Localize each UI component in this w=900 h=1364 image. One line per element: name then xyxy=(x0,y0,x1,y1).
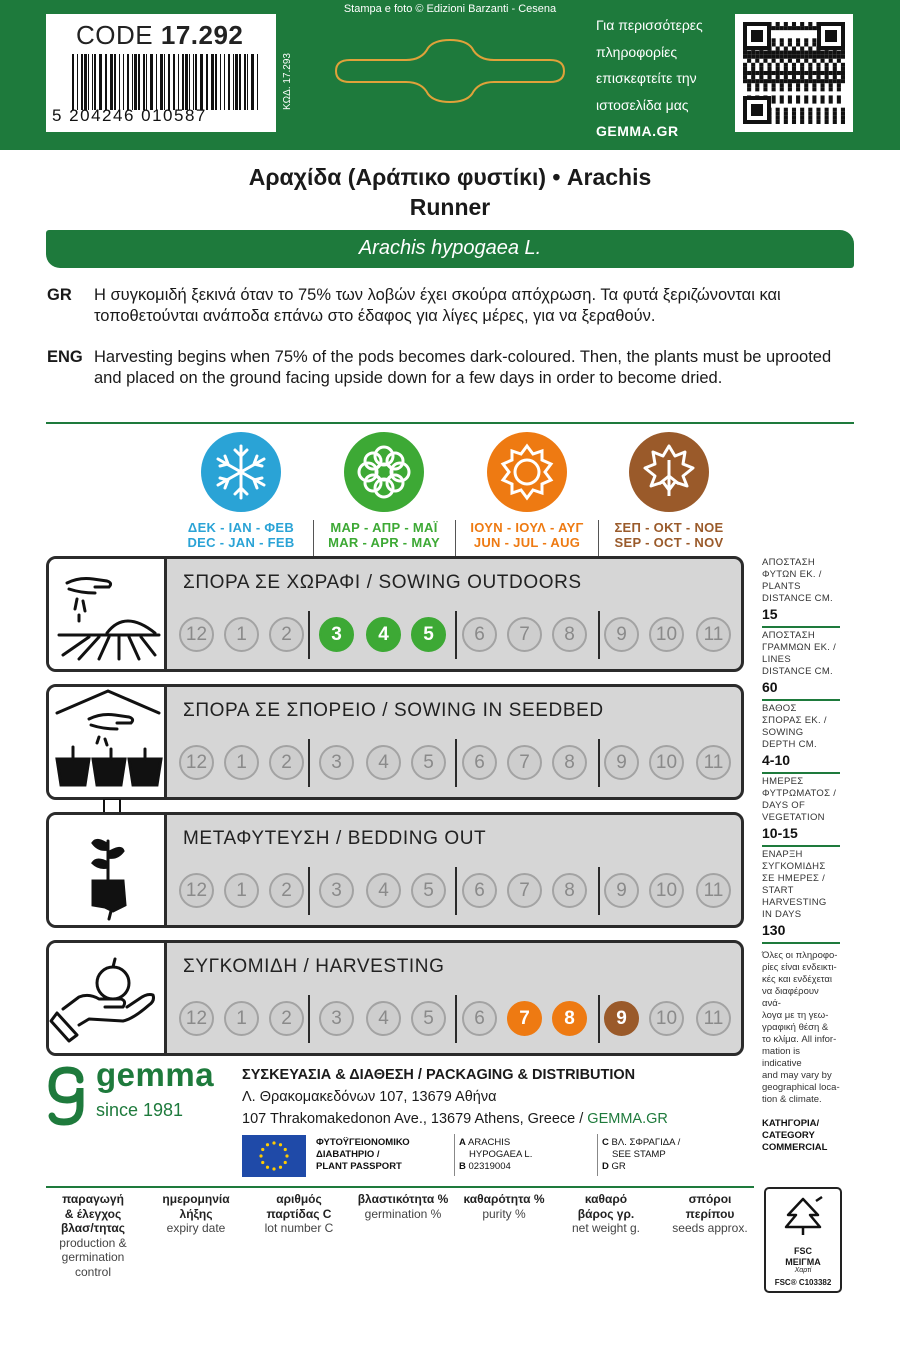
spec-key: ΕΝΑΡΞΗ xyxy=(762,849,803,860)
kod-code: ΚΩΔ. 17.293 xyxy=(282,53,293,110)
passport-d-label: D xyxy=(602,1161,609,1172)
lang-label-en: ENG xyxy=(47,348,83,366)
spec-key: ΑΠΟΣΤΑΣΗ xyxy=(762,630,816,641)
spec-key: ΣΠΟΡΑΣ ΕΚ. / xyxy=(762,715,827,726)
season-summer xyxy=(462,432,592,550)
title-line-1: Αραχίδα (Αράπικο φυστίκι) • Arachis xyxy=(248,164,652,190)
month-8: 8 xyxy=(552,873,587,908)
season-winter xyxy=(176,432,306,550)
passport-title-line: ΦΥΤΟΫΓΕΙΟΝΟΜΙΚΟ xyxy=(316,1137,410,1148)
quarter-divider xyxy=(455,611,457,659)
info-label-gr: αριθμός xyxy=(276,1192,322,1206)
month-5: 5 xyxy=(411,873,446,908)
month-4: 4 xyxy=(366,1001,401,1036)
print-credit: Stampa e foto © Edizioni Barzanti - Cesena xyxy=(343,3,557,15)
divider xyxy=(454,1134,455,1176)
spec-key: ΣΕ ΗΜΕΡΕΣ / xyxy=(762,873,826,884)
snowflake-icon xyxy=(201,432,281,512)
hang-hole-icon xyxy=(330,38,570,104)
month-3: 3 xyxy=(319,873,354,908)
info-label-en: purity % xyxy=(482,1206,526,1221)
info-text xyxy=(596,12,736,145)
info-label-gr: καθαρότητα % xyxy=(463,1192,545,1206)
quarter-divider xyxy=(598,739,600,787)
description-en xyxy=(47,347,857,388)
fsc-name: FSC xyxy=(794,1246,812,1256)
divider xyxy=(46,422,854,424)
gemma-logo-icon xyxy=(46,1066,88,1128)
qr-code-icon[interactable] xyxy=(735,14,853,132)
spec-key: ΒΑΘΟΣ xyxy=(762,703,797,714)
info-column xyxy=(148,1192,244,1236)
month-11: 11 xyxy=(696,745,731,780)
spec-key: ΗΜΕΡΕΣ xyxy=(762,776,804,787)
quarter-divider xyxy=(308,611,310,659)
info-column xyxy=(250,1192,348,1236)
month-1: 1 xyxy=(224,873,259,908)
category-line: CATEGORY xyxy=(762,1130,815,1141)
latin-name: Arachis hypogaea L. xyxy=(358,237,542,259)
info-label-gr: βάρος γρ. xyxy=(577,1206,635,1221)
row-label: ΜΕΤΑΦΥΤΕΥΣΗ / BEDDING OUT xyxy=(183,828,487,849)
description-text-gr: Η συγκομιδή ξεκινά όταν το 75% των λοβών έχει σκούρα απόχρωση. Τα φυτά ξεριζώνονται και τοποθετούνται ανάποδα επάνω στο έδαφος για λίγες μέρες, για να ξεραθούν. xyxy=(94,286,781,325)
specs-column xyxy=(762,555,840,1154)
spec-value: 4-10 xyxy=(762,752,791,768)
month-7: 7 xyxy=(507,873,542,908)
category-line: ΚΑΤΗΓΟΡΙΑ/ xyxy=(762,1118,820,1129)
quarter-divider xyxy=(598,995,600,1043)
passport-b-label: B xyxy=(459,1161,466,1172)
indicative-note xyxy=(762,950,840,1106)
month-7: 7 xyxy=(507,745,542,780)
month-5: 5 xyxy=(411,617,446,652)
month-12: 12 xyxy=(179,617,214,652)
title-line-2: Runner xyxy=(409,194,491,220)
month-4: 4 xyxy=(366,745,401,780)
month-12: 12 xyxy=(179,873,214,908)
category-label xyxy=(762,1118,840,1154)
spec-key: SOWING xyxy=(762,727,804,738)
season-separator xyxy=(455,520,456,556)
info-label-en: net weight g. xyxy=(571,1221,641,1235)
note-line: να διαφέρουν ανά- xyxy=(762,986,819,1009)
month-7: 7 xyxy=(507,1001,542,1036)
month-11: 11 xyxy=(696,617,731,652)
sun-icon xyxy=(487,432,567,512)
note-line: tion & climate. xyxy=(762,1094,822,1105)
spec-key: PLANTS xyxy=(762,581,801,592)
info-label-gr: περίπου xyxy=(685,1206,735,1221)
month-11: 11 xyxy=(696,1001,731,1036)
passport-c-value: ΒΛ. ΣΦΡΑΓΙΔΑ / xyxy=(611,1137,681,1148)
month-8: 8 xyxy=(552,1001,587,1036)
info-label-gr: βλαστικότητα % xyxy=(357,1192,449,1206)
leaf-icon xyxy=(629,432,709,512)
packaging-info xyxy=(242,1064,668,1130)
month-6: 6 xyxy=(462,1001,497,1036)
month-3: 3 xyxy=(319,617,354,652)
info-line: επισκεφτείτε την xyxy=(596,70,697,86)
month-10: 10 xyxy=(649,1001,684,1036)
season-label-gr: ΜΑΡ - ΑΠΡ - ΜΑΪ xyxy=(330,520,438,535)
passport-a-label: A xyxy=(459,1137,466,1148)
season-label-en: JUN - JUL - AUG xyxy=(473,535,581,550)
month-10: 10 xyxy=(649,745,684,780)
passport-title-line: ΔΙΑΒΑΤΗΡΙΟ / xyxy=(316,1149,380,1160)
info-label-en: production & xyxy=(59,1235,127,1250)
spec-key: DAYS OF xyxy=(762,800,806,811)
row-label: ΣΥΓΚΟΜΙΔΗ / HARVESTING xyxy=(183,956,445,977)
month-1: 1 xyxy=(224,617,259,652)
season-label-en: MAR - APR - MAY xyxy=(328,535,440,550)
sowing-outdoors-icon xyxy=(49,559,167,669)
month-10: 10 xyxy=(649,617,684,652)
seedbed-icon xyxy=(49,687,167,797)
qr-code-graphic xyxy=(735,14,853,132)
info-label-gr: λήξης xyxy=(179,1206,213,1221)
season-label-gr: ΔΕΚ - ΙΑΝ - ΦΕΒ xyxy=(187,520,295,535)
brand-name: gemma xyxy=(96,1056,215,1093)
info-label-gr: σπόροι xyxy=(688,1192,732,1206)
season-spring xyxy=(319,432,449,550)
info-label-gr: παρτίδας C xyxy=(266,1206,332,1221)
month-9: 9 xyxy=(604,617,639,652)
packaging-url[interactable]: GEMMA.GR xyxy=(587,1111,668,1127)
spec-value: 60 xyxy=(762,679,778,695)
passport-b-value: 02319004 xyxy=(468,1161,511,1172)
passport-a-value: ARACHIS xyxy=(468,1137,511,1148)
spec-item xyxy=(762,774,840,847)
month-6: 6 xyxy=(462,745,497,780)
divider xyxy=(597,1134,598,1176)
month-6: 6 xyxy=(462,873,497,908)
note-line: κές και ενδέχεται xyxy=(762,974,833,985)
row-label: ΣΠΟΡΑ ΣΕ ΧΩΡΑΦΙ / SOWING OUTDOORS xyxy=(183,572,582,593)
info-line: Για περισσότερες xyxy=(596,17,703,33)
month-2: 2 xyxy=(269,1001,304,1036)
month-8: 8 xyxy=(552,617,587,652)
info-label-gr: παραγωγή xyxy=(62,1192,124,1206)
calendar-row-sowing-seedbed xyxy=(46,684,744,800)
quarter-divider xyxy=(308,739,310,787)
spec-key: START xyxy=(762,885,794,896)
season-label-gr: ΣΕΠ - ΟΚΤ - ΝΟΕ xyxy=(614,520,724,535)
info-label-gr: ημερομηνία xyxy=(162,1192,230,1206)
info-label-en: germination xyxy=(61,1250,125,1264)
product-title xyxy=(0,162,900,222)
month-9: 9 xyxy=(604,1001,639,1036)
info-label-en: control xyxy=(74,1264,112,1279)
address-en: 107 Thrakomakedonon Ave., 13679 Athens, Greece / xyxy=(242,1111,588,1127)
passport-a-value: HYPOGAEA L. xyxy=(469,1149,533,1160)
quarter-divider xyxy=(455,995,457,1043)
latin-name-band xyxy=(46,230,854,268)
spec-key: HARVESTING xyxy=(762,897,827,908)
fsc-paper: Χαρτί xyxy=(794,1267,812,1274)
note-line: ρίες είναι ενδεικτι- xyxy=(762,962,837,973)
spec-item xyxy=(762,555,840,628)
month-12: 12 xyxy=(179,1001,214,1036)
spec-key: DEPTH CM. xyxy=(762,739,817,750)
note-line: and may vary by xyxy=(762,1070,832,1081)
barcode-label xyxy=(46,14,276,132)
month-5: 5 xyxy=(411,745,446,780)
info-column xyxy=(354,1192,452,1221)
fsc-badge xyxy=(764,1187,842,1293)
calendar-row-bedding-out xyxy=(46,812,744,928)
month-2: 2 xyxy=(269,873,304,908)
info-column xyxy=(456,1192,552,1221)
spec-item xyxy=(762,847,840,944)
address-en-line xyxy=(242,1108,668,1130)
passport-title-line: PLANT PASSPORT xyxy=(316,1161,402,1172)
info-label-en: germination % xyxy=(364,1206,442,1221)
barcode-icon xyxy=(72,54,262,110)
spec-key: DISTANCE CM. xyxy=(762,593,833,604)
divider xyxy=(46,1186,754,1188)
fsc-code: FSC® C103382 xyxy=(774,1278,832,1287)
note-line: το κλίμα. All infor- xyxy=(762,1034,837,1045)
month-5: 5 xyxy=(411,1001,446,1036)
harvesting-icon xyxy=(49,943,167,1053)
spec-value: 10-15 xyxy=(762,825,798,841)
month-3: 3 xyxy=(319,745,354,780)
info-line: πληροφορίες xyxy=(596,43,678,60)
info-line: ιστοσελίδα μας xyxy=(596,96,689,113)
brand-since: since 1981 xyxy=(96,1100,184,1120)
month-3: 3 xyxy=(319,1001,354,1036)
info-column xyxy=(46,1192,140,1279)
month-4: 4 xyxy=(366,873,401,908)
spec-item xyxy=(762,628,840,701)
spec-key: VEGETATION xyxy=(762,812,825,823)
info-label-en: lot number C xyxy=(264,1221,334,1235)
note-line: geographical loca- xyxy=(762,1082,840,1093)
plant-passport-ab xyxy=(459,1137,532,1173)
ean-number: 5 204246 010587 xyxy=(52,106,207,125)
passport-c-value: SEE STAMP xyxy=(612,1149,666,1160)
eu-flag-icon xyxy=(242,1135,306,1177)
month-4: 4 xyxy=(366,617,401,652)
quarter-divider xyxy=(598,867,600,915)
spec-value: 15 xyxy=(762,606,778,622)
row-label: ΣΠΟΡΑ ΣΕ ΣΠΟΡΕΙΟ / SOWING IN SEEDBED xyxy=(183,700,604,721)
month-1: 1 xyxy=(224,745,259,780)
info-label-en: expiry date xyxy=(166,1221,226,1235)
passport-c-label: C xyxy=(602,1137,609,1148)
spec-key: DISTANCE CM. xyxy=(762,666,833,677)
spec-key: ΦΥΤΩΝ ΕΚ. / xyxy=(762,569,822,580)
season-separator xyxy=(598,520,599,556)
quarter-divider xyxy=(455,867,457,915)
spec-key: ΦΥΤΡΩΜΑΤΟΣ / xyxy=(762,788,837,799)
header-band xyxy=(0,0,900,150)
spec-item xyxy=(762,701,840,774)
season-autumn xyxy=(604,432,734,550)
info-url[interactable]: GEMMA.GR xyxy=(596,123,679,139)
info-label-gr: βλασ/τητας xyxy=(60,1221,126,1235)
bedding-out-icon xyxy=(49,815,167,925)
quarter-divider xyxy=(455,739,457,787)
note-line: mation is indicative xyxy=(762,1046,802,1069)
calendar-row-sowing-outdoors xyxy=(46,556,744,672)
code-number: 17.292 xyxy=(160,20,244,50)
calendar-row-harvesting xyxy=(46,940,744,1056)
season-label-en: DEC - JAN - FEB xyxy=(187,535,295,550)
month-2: 2 xyxy=(269,617,304,652)
info-label-gr: καθαρό xyxy=(584,1192,628,1206)
info-label-en: seeds approx. xyxy=(672,1221,748,1235)
packaging-heading: ΣΥΣΚΕΥΑΣΙΑ & ΔΙΑΘΕΣΗ / PACKAGING & DISTRIBUTION xyxy=(242,1067,636,1083)
info-label-gr: & έλεγχος xyxy=(64,1206,122,1221)
plant-passport-title xyxy=(316,1137,410,1173)
description-gr xyxy=(47,285,857,326)
month-12: 12 xyxy=(179,745,214,780)
quarter-divider xyxy=(598,611,600,659)
spec-key: ΓΡΑΜΜΩΝ ΕΚ. / xyxy=(762,642,837,653)
passport-d-value: GR xyxy=(611,1161,626,1172)
spec-key: ΣΥΓΚΟΜΙΔΗΣ xyxy=(762,861,826,872)
season-label-gr: ΙΟΥΝ - ΙΟΥΛ - ΑΥΓ xyxy=(470,520,584,535)
month-9: 9 xyxy=(604,745,639,780)
info-column xyxy=(660,1192,760,1236)
spec-value: 130 xyxy=(762,922,786,938)
note-line: λογα με τη γεω- xyxy=(762,1010,829,1021)
month-6: 6 xyxy=(462,617,497,652)
month-8: 8 xyxy=(552,745,587,780)
info-column xyxy=(556,1192,656,1236)
product-code xyxy=(76,20,243,51)
month-9: 9 xyxy=(604,873,639,908)
code-prefix: CODE xyxy=(76,20,154,50)
note-line: γραφική θέση & xyxy=(762,1022,829,1033)
category-line: COMMERCIAL xyxy=(762,1142,828,1153)
quarter-divider xyxy=(308,867,310,915)
fsc-tree-icon xyxy=(778,1195,828,1237)
quarter-divider xyxy=(308,995,310,1043)
month-2: 2 xyxy=(269,745,304,780)
lang-label-gr: GR xyxy=(47,286,72,304)
month-1: 1 xyxy=(224,1001,259,1036)
plant-passport-cd xyxy=(602,1137,680,1173)
address-gr: Λ. Θρακομακεδόνων 107, 13679 Αθήνα xyxy=(242,1089,497,1105)
season-separator xyxy=(313,520,314,556)
month-10: 10 xyxy=(649,873,684,908)
note-line: Όλες οι πληροφο- xyxy=(762,950,838,961)
month-11: 11 xyxy=(696,873,731,908)
fsc-mix: ΜΕΙΓΜΑ xyxy=(785,1257,821,1267)
season-label-en: SEP - OCT - NOV xyxy=(614,535,724,550)
month-7: 7 xyxy=(507,617,542,652)
spec-key: ΑΠΟΣΤΑΣΗ xyxy=(762,557,816,568)
description-text-en: Harvesting begins when 75% of the pods becomes dark-coloured. Then, the plants must be uprooted and placed on the ground facing upside down for a few days in order to become dried. xyxy=(94,348,832,387)
flower-icon xyxy=(344,432,424,512)
spec-key: IN DAYS xyxy=(762,909,802,920)
spec-key: LINES xyxy=(762,654,791,665)
